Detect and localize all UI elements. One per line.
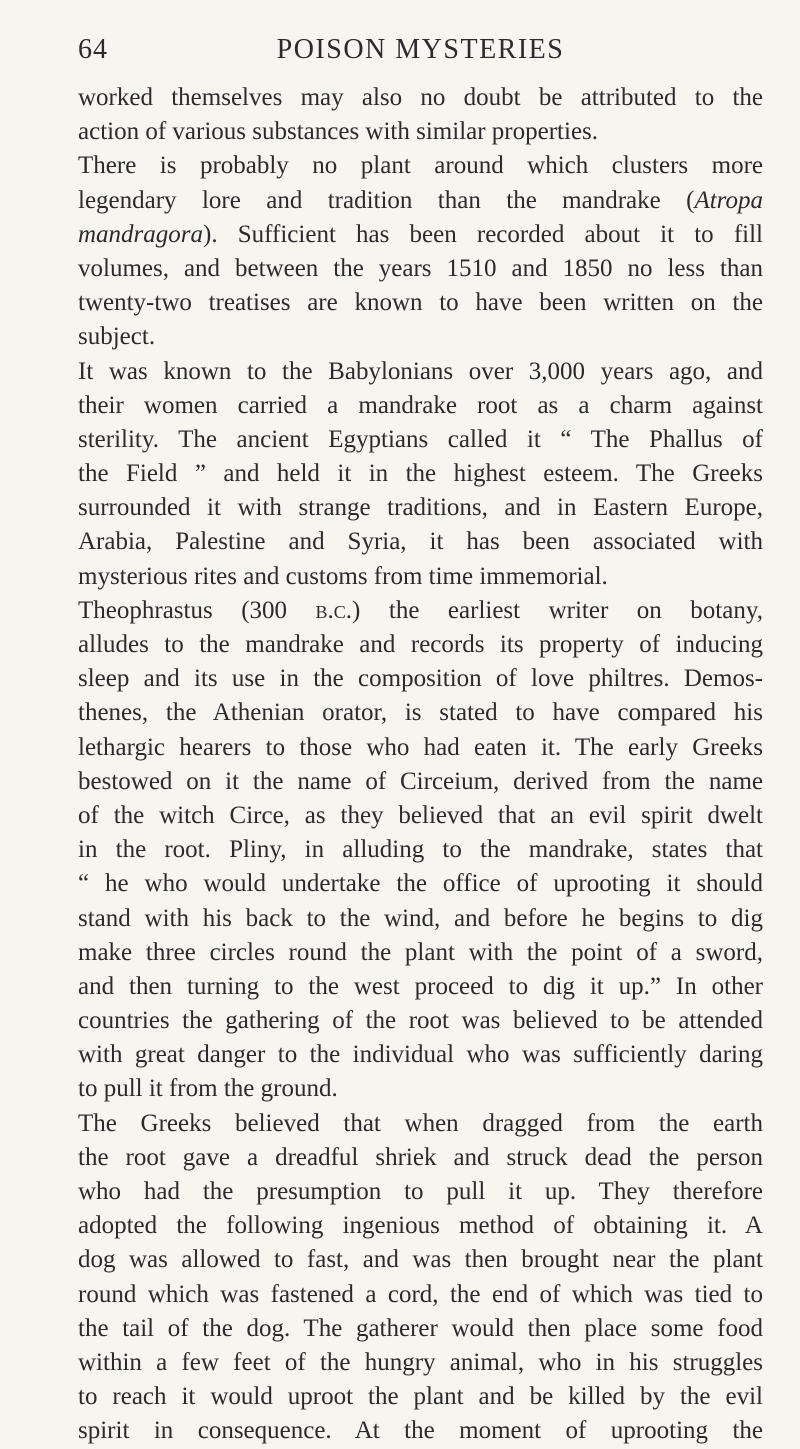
- text-line: stand with his back to the wind, and before he begins to dig: [78, 904, 763, 932]
- text-line: thenes, the Athenian orator, is stated to have compared his: [78, 699, 763, 727]
- italic-atropa: Atropa: [694, 186, 763, 214]
- text-line: There is probably no plant around which clusters more: [78, 152, 763, 180]
- text-line: of the witch Circe, as they believed that an evil spirit dwelt: [78, 801, 763, 829]
- page-header: [78, 34, 763, 74]
- text-line: spirit in consequence. At the moment of uprooting the: [78, 1417, 763, 1445]
- text-line: with great danger to the individual who was sufficiently daring: [78, 1041, 763, 1069]
- text-line: Theophrastus (300 b.c.) the earliest writer on botany,: [78, 596, 763, 624]
- text-line: who had the presumption to pull it up. They therefore: [78, 1178, 763, 1205]
- text-line: action of various substances with similar properties.: [78, 118, 599, 146]
- text-line: sleep and its use in the composition of love philtres. Demos-: [78, 665, 763, 693]
- text-line: “ he who would undertake the office of uprooting it should: [78, 870, 763, 898]
- text-line: alludes to the mandrake and records its property of inducing: [78, 631, 763, 658]
- text-line: within a few feet of the hungry animal, who in his struggles: [78, 1348, 763, 1376]
- text-line: subject.: [78, 323, 156, 351]
- text-line: adopted the following ingenious method of obtaining it. A: [78, 1212, 763, 1240]
- body-text: [78, 81, 763, 1449]
- text-line: worked themselves may also no doubt be attributed to the: [78, 84, 763, 111]
- text-line: It was known to the Babylonians over 3,000 years ago, and: [78, 357, 763, 385]
- text-line: lethargic hearers to those who had eaten it. The early Greeks: [78, 733, 763, 761]
- bc-abbrev: b.c.: [315, 596, 353, 624]
- text-line: legendary lore and tradition than the mandrake (Atropa: [78, 186, 763, 214]
- text-line: make three circles round the plant with the point of a sword,: [78, 938, 763, 966]
- text-line: twenty-two treatises are known to have been written on the: [78, 289, 763, 317]
- text-line: dog was allowed to fast, and was then brought near the plant: [78, 1246, 763, 1274]
- text-line: countries the gathering of the root was believed to be attended: [78, 1007, 763, 1035]
- running-title: POISON MYSTERIES: [276, 34, 565, 65]
- page-number: 64: [78, 34, 108, 65]
- text-line: the Field ” and held it in the highest esteem. The Greeks: [78, 460, 763, 488]
- text-line: The Greeks believed that when dragged from the earth: [78, 1109, 763, 1137]
- text-line: their women carried a mandrake root as a charm against: [78, 391, 763, 419]
- text-line: the tail of the dog. The gatherer would then place some food: [78, 1314, 763, 1342]
- text-line: the root gave a dreadful shriek and struck dead the person: [78, 1143, 763, 1171]
- text-line: to pull it from the ground.: [78, 1075, 338, 1103]
- text-line: mysterious rites and customs from time immemorial.: [78, 562, 608, 590]
- text-line: round which was fastened a cord, the end of which was tied to: [78, 1280, 763, 1308]
- text-line: volumes, and between the years 1510 and 1850 no less than: [78, 254, 763, 282]
- text-line: in the root. Pliny, in alluding to the mandrake, states that: [78, 836, 763, 864]
- text-line: and then turning to the west proceed to dig it up.” In other: [78, 972, 763, 1000]
- text-line: surrounded it with strange traditions, and in Eastern Europe,: [78, 494, 763, 522]
- text-line: to reach it would uproot the plant and be killed by the evil: [78, 1383, 763, 1411]
- text-line: sterility. The ancient Egyptians called it “ The Phallus of: [78, 425, 763, 453]
- italic-mandragora: mandragora: [78, 220, 204, 248]
- text-line: bestowed on it the name of Circeium, derived from the name: [78, 767, 763, 795]
- text-line: Arabia, Palestine and Syria, it has been associated with: [78, 528, 763, 556]
- text-line: mandragora). Sufficient has been recorded about it to fill: [78, 220, 763, 248]
